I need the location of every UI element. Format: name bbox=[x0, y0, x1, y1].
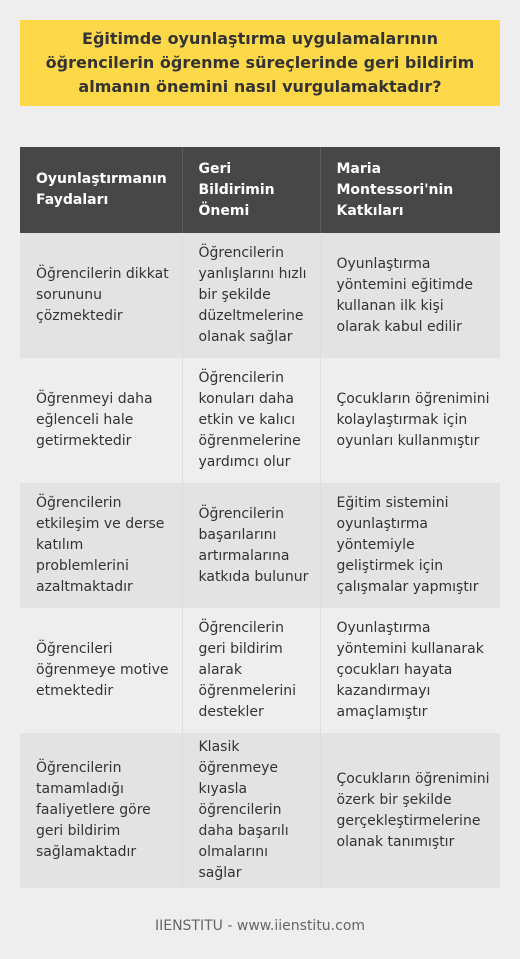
table-cell: Öğrencilerin etkileşim ve derse katılım problemlerini azaltmaktadır bbox=[20, 483, 182, 608]
table-cell: Oyunlaştırma yöntemini eğitimde kullanan ilk kişi olarak kabul edilir bbox=[320, 233, 500, 358]
table-cell: Çocukların öğrenimini kolaylaştırmak için oyunları kullanmıştır bbox=[320, 358, 500, 483]
table-cell: Öğrencilerin dikkat sorununu çözmektedir bbox=[20, 233, 182, 358]
table-row bbox=[20, 608, 500, 733]
table-row bbox=[20, 233, 500, 358]
table-cell: Klasik öğrenmeye kıyasla öğrencilerin daha başarılı olmalarını sağlar bbox=[182, 733, 320, 888]
page-title: Eğitimde oyunlaştırma uygulamalarının öğrencilerin öğrenme süreçlerinde geri bildirim almanın önemini nasıl vurgulamaktadır? bbox=[45, 29, 475, 96]
column-header-feedback: Geri Bildirimin Önemi bbox=[182, 147, 320, 233]
table-row bbox=[20, 483, 500, 608]
table-cell: Öğrencilerin konuları daha etkin ve kalıcı öğrenmelerine yardımcı olur bbox=[182, 358, 320, 483]
title-banner bbox=[20, 20, 500, 106]
table-cell: Öğrencilerin geri bildirim alarak öğrenmelerini destekler bbox=[182, 608, 320, 733]
table-cell: Öğrencileri öğrenmeye motive etmektedir bbox=[20, 608, 182, 733]
table-cell: Çocukların öğrenimini özerk bir şekilde gerçekleştirmelerine olanak tanımıştır bbox=[320, 733, 500, 888]
footer-credit: IIENSTITU - www.iienstitu.com bbox=[154, 918, 366, 934]
comparison-table bbox=[20, 147, 500, 888]
table-header-row bbox=[20, 147, 500, 233]
column-header-benefits: Oyunlaştırmanın Faydaları bbox=[20, 147, 182, 233]
column-header-montessori: Maria Montessori'nin Katkıları bbox=[320, 147, 500, 233]
table-cell: Öğrencilerin yanlışlarını hızlı bir şekilde düzeltmelerine olanak sağlar bbox=[182, 233, 320, 358]
table-row bbox=[20, 733, 500, 888]
table-cell: Öğrencilerin başarılarını artırmalarına katkıda bulunur bbox=[182, 483, 320, 608]
table-row bbox=[20, 358, 500, 483]
table-cell: Eğitim sistemini oyunlaştırma yöntemiyle geliştirmek için çalışmalar yapmıştır bbox=[320, 483, 500, 608]
table-cell: Öğrenmeyi daha eğlenceli hale getirmektedir bbox=[20, 358, 182, 483]
table-cell: Oyunlaştırma yöntemini kullanarak çocukları hayata kazandırmayı amaçlamıştır bbox=[320, 608, 500, 733]
table-cell: Öğrencilerin tamamladığı faaliyetlere göre geri bildirim sağlamaktadır bbox=[20, 733, 182, 888]
